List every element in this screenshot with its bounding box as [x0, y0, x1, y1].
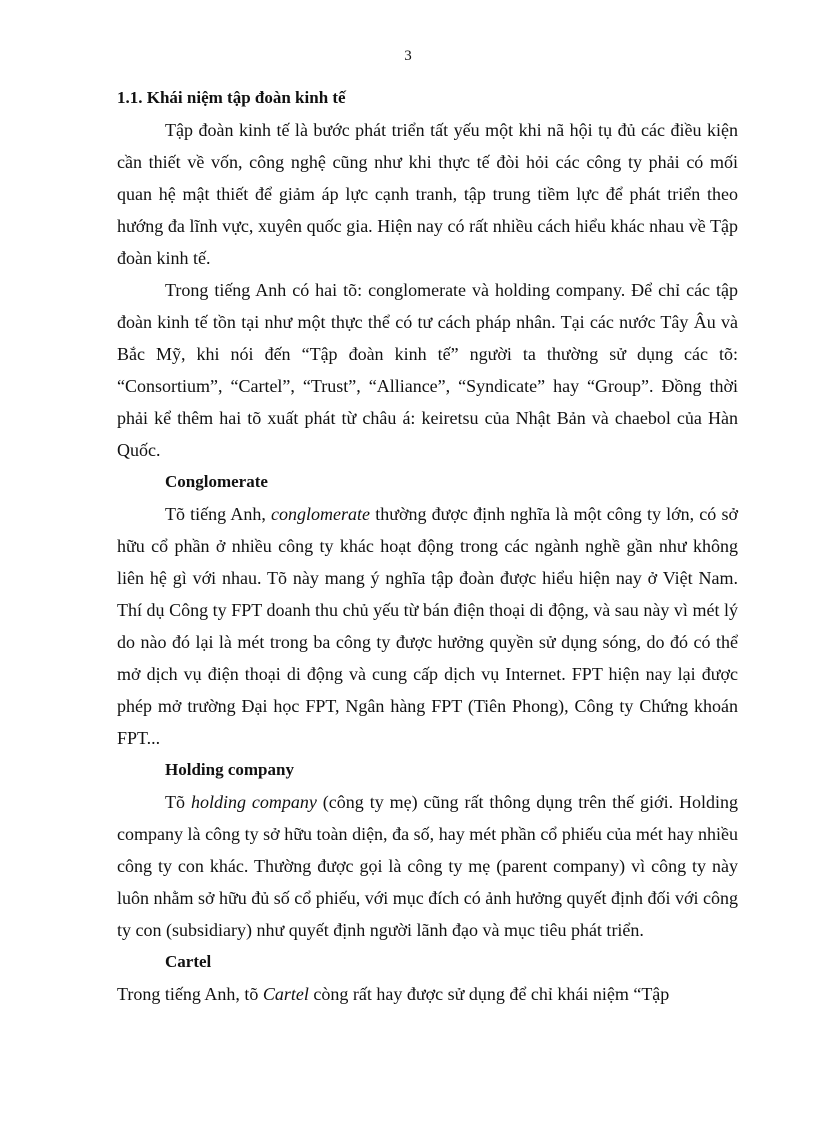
page-number: 3	[404, 48, 412, 64]
paragraph-terms: Trong tiếng Anh có hai tõ: conglomerate và holding company. Để chỉ các tập đoàn kinh tế tồn tại như một thực thể có tư cách pháp nhân. Tại các nước Tây Âu và Bắc Mỹ, khi nói đến “Tập đoàn kinh tế” người ta thường sử dụng các tõ: “Consortium”, “Cartel”, “Trust”, “Alliance”, “Syndicate” hay “Group”. Đồng thời phải kể thêm hai tõ xuất phát từ châu á: keiretsu của Nhật Bản và chaebol của Hàn Quốc.	[117, 280, 738, 460]
subheading-cartel: Cartel	[165, 952, 212, 971]
page-content	[117, 82, 738, 1010]
term-conglomerate: conglomerate	[271, 504, 371, 524]
paragraph-holding-company: Tõ holding company (công ty mẹ) cũng rất thông dụng trên thế giới. Holding company là công ty sở hữu toàn diện, đa số, hay mét phần cổ phiếu của mét hay nhiều công ty con khác. Thường được gọi là công ty mẹ (parent company) vì công ty này luôn nhằm sở hữu đủ số cổ phiếu, với mục đích có ảnh hưởng quyết định đối với công ty con (subsidiary) như quyết định người lãnh đạo và mục tiêu phát triển.	[117, 792, 739, 940]
section-heading: 1.1. Khái niệm tập đoàn kinh tế	[117, 88, 346, 107]
paragraph-cartel: Trong tiếng Anh, tõ Cartel còng rất hay được sử dụng để chỉ khái niệm “Tập	[117, 984, 670, 1004]
term-holding-company: holding company	[190, 792, 317, 812]
subheading-holding-company: Holding company	[165, 760, 294, 779]
paragraph-intro: Tập đoàn kinh tế là bước phát triển tất yếu một khi nã hội tụ đủ các điều kiện cần thiết về vốn, công nghệ cũng như khi thực tế đòi hỏi các công ty phải có mối quan hệ mật thiết để giảm áp lực cạnh tranh, tập trung tiềm lực để phát triển theo hướng đa lĩnh vực, xuyên quốc gia. Hiện nay có rất nhiều cách hiểu khác nhau về Tập đoàn kinh tế.	[117, 120, 738, 268]
term-cartel: Cartel	[262, 984, 309, 1004]
subheading-conglomerate: Conglomerate	[165, 472, 268, 491]
paragraph-conglomerate: Tõ tiếng Anh, conglomerate thường được định nghĩa là một công ty lớn, có sở hữu cổ phần ở nhiều công ty khác hoạt động trong các ngành nghề gần như không liên hệ gì với nhau. Tõ này mang ý nghĩa tập đoàn được hiểu hiện nay ở Việt Nam. Thí dụ Công ty FPT doanh thu chủ yếu từ bán điện thoại di động, và sau này vì mét lý do nào đó lại là mét trong ba công ty được hưởng quyền sử dụng sóng, do đó có thể mở dịch vụ điện thoại di động và cung cấp dịch vụ Internet. FPT hiện nay lại được phép mở trường Đại học FPT, Ngân hàng FPT (Tiên Phong), Công ty Chứng khoán FPT...	[117, 504, 739, 748]
